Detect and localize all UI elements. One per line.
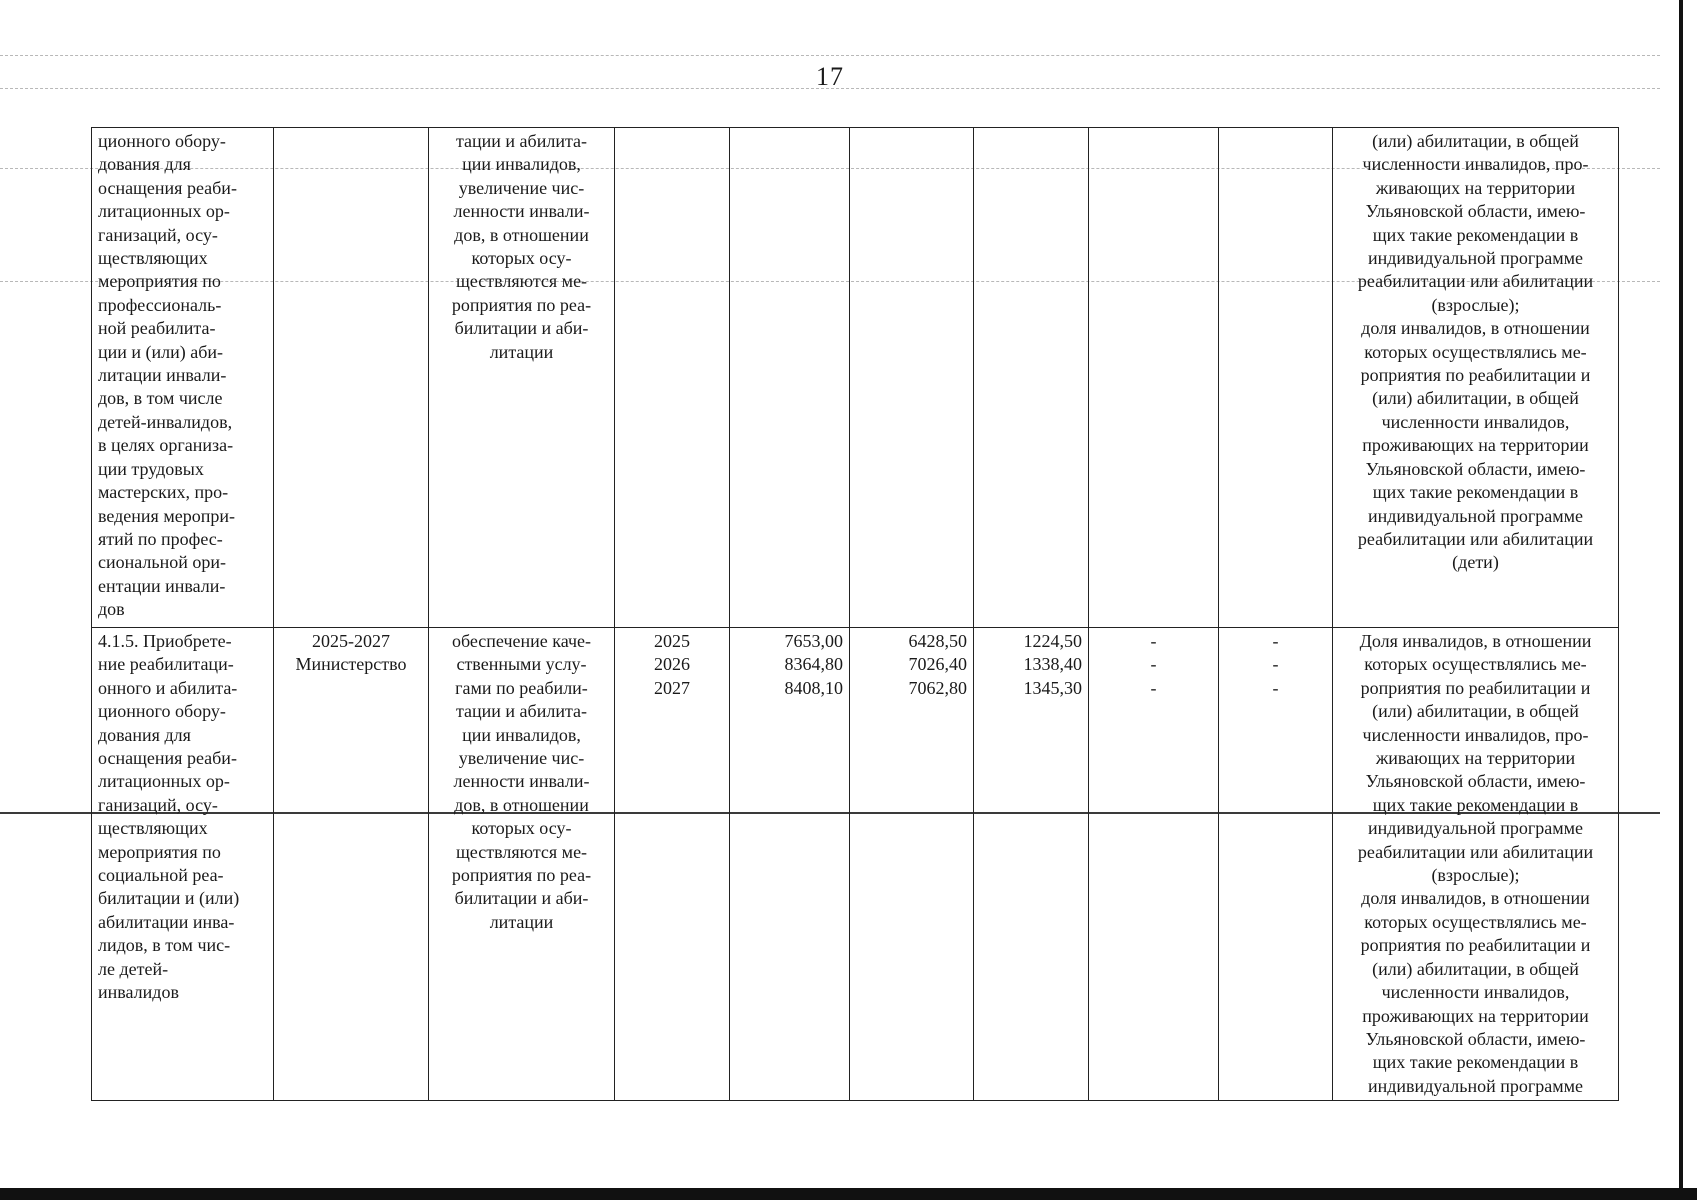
local-budget-cell — [1089, 128, 1219, 628]
term-executor-cell: 2025-2027 Министерство — [274, 628, 429, 1101]
federal-budget-cell: 6428,50 7026,40 7062,80 — [850, 628, 974, 1101]
program-table — [91, 127, 1619, 1101]
page-number: 17 — [816, 62, 844, 91]
year-cell: 2025 2026 2027 — [615, 628, 730, 1101]
scan-edge-right — [1679, 0, 1683, 1200]
term-executor-cell — [274, 128, 429, 628]
federal-budget-cell — [850, 128, 974, 628]
scan-edge-bottom — [0, 1188, 1697, 1200]
other-sources-cell: - - - — [1219, 628, 1333, 1101]
scan-artifact-line — [0, 55, 1660, 56]
indicators-cell: (или) абилитации, в общей численности инвалидов, про- живающих на территории Ульяновской области, имею- щих такие рекомендации в индивидуальной программе реабилитации или абилитации (взрослые); доля инвалидов, в отношении которых осуществлялись ме- роприятия по реабилитации и (или) абилитации, в общей численности инвалидов, проживающих на территории Ульяновской области, имею- щих такие рекомендации в индивидуальной программе реабилитации или абилитации (дети) — [1333, 128, 1619, 628]
regional-budget-cell — [974, 128, 1089, 628]
expected-result-cell: тации и абилита- ции инвалидов, увеличение чис- ленности инвали- дов, в отношении которых осу- ществляются ме- роприятия по реа- билитации и аби- литации — [429, 128, 615, 628]
measure-name-cell: 4.1.5. Приобрете- ние реабилитаци- онного и абилита- ционного обору- дования для оснащения реаби- литационных ор- ганизаций, осу- ществляющих мероприятия по социальной реа- билитации и (или) абилитации инва- лидов, в том чис- ле детей- инвалидов — [92, 628, 274, 1101]
regional-budget-cell: 1224,50 1338,40 1345,30 — [974, 628, 1089, 1101]
expected-result-cell: обеспечение каче- ственными услу- гами по реабили- тации и абилита- ции инвалидов, увеличение чис- ленности инвали- дов, в отношении которых осу- ществляются ме- роприятия по реа- билитации и аби- литации — [429, 628, 615, 1101]
measure-name-cell: ционного обору- дования для оснащения реаби- литационных ор- ганизаций, осу- ществляющих мероприятия по профессиональ- ной реабилита- ции и (или) аби- литации инвали- дов, в том числе детей-инвалидов, в целях организа- ции трудовых мастерских, про- ведения меропри- ятий по профес- сиональной ори- ентации инвали- дов — [92, 128, 274, 628]
local-budget-cell: - - - — [1089, 628, 1219, 1101]
total-amount-cell: 7653,00 8364,80 8408,10 — [730, 628, 850, 1101]
indicators-cell: Доля инвалидов, в отношении которых осуществлялись ме- роприятия по реабилитации и (или) абилитации, в общей численности инвалидов, про- живающих на территории Ульяновской области, имею- щих такие рекомендации в индивидуальной программе реабилитации или абилитации (взрослые); доля инвалидов, в отношении которых осуществлялись ме- роприятия по реабилитации и (или) абилитации, в общей численности инвалидов, проживающих на территории Ульяновской области, имею- щих такие рекомендации в индивидуальной программе — [1333, 628, 1619, 1101]
total-amount-cell — [730, 128, 850, 628]
table-row — [92, 128, 1619, 628]
year-cell — [615, 128, 730, 628]
table-row — [92, 628, 1619, 1101]
other-sources-cell — [1219, 128, 1333, 628]
